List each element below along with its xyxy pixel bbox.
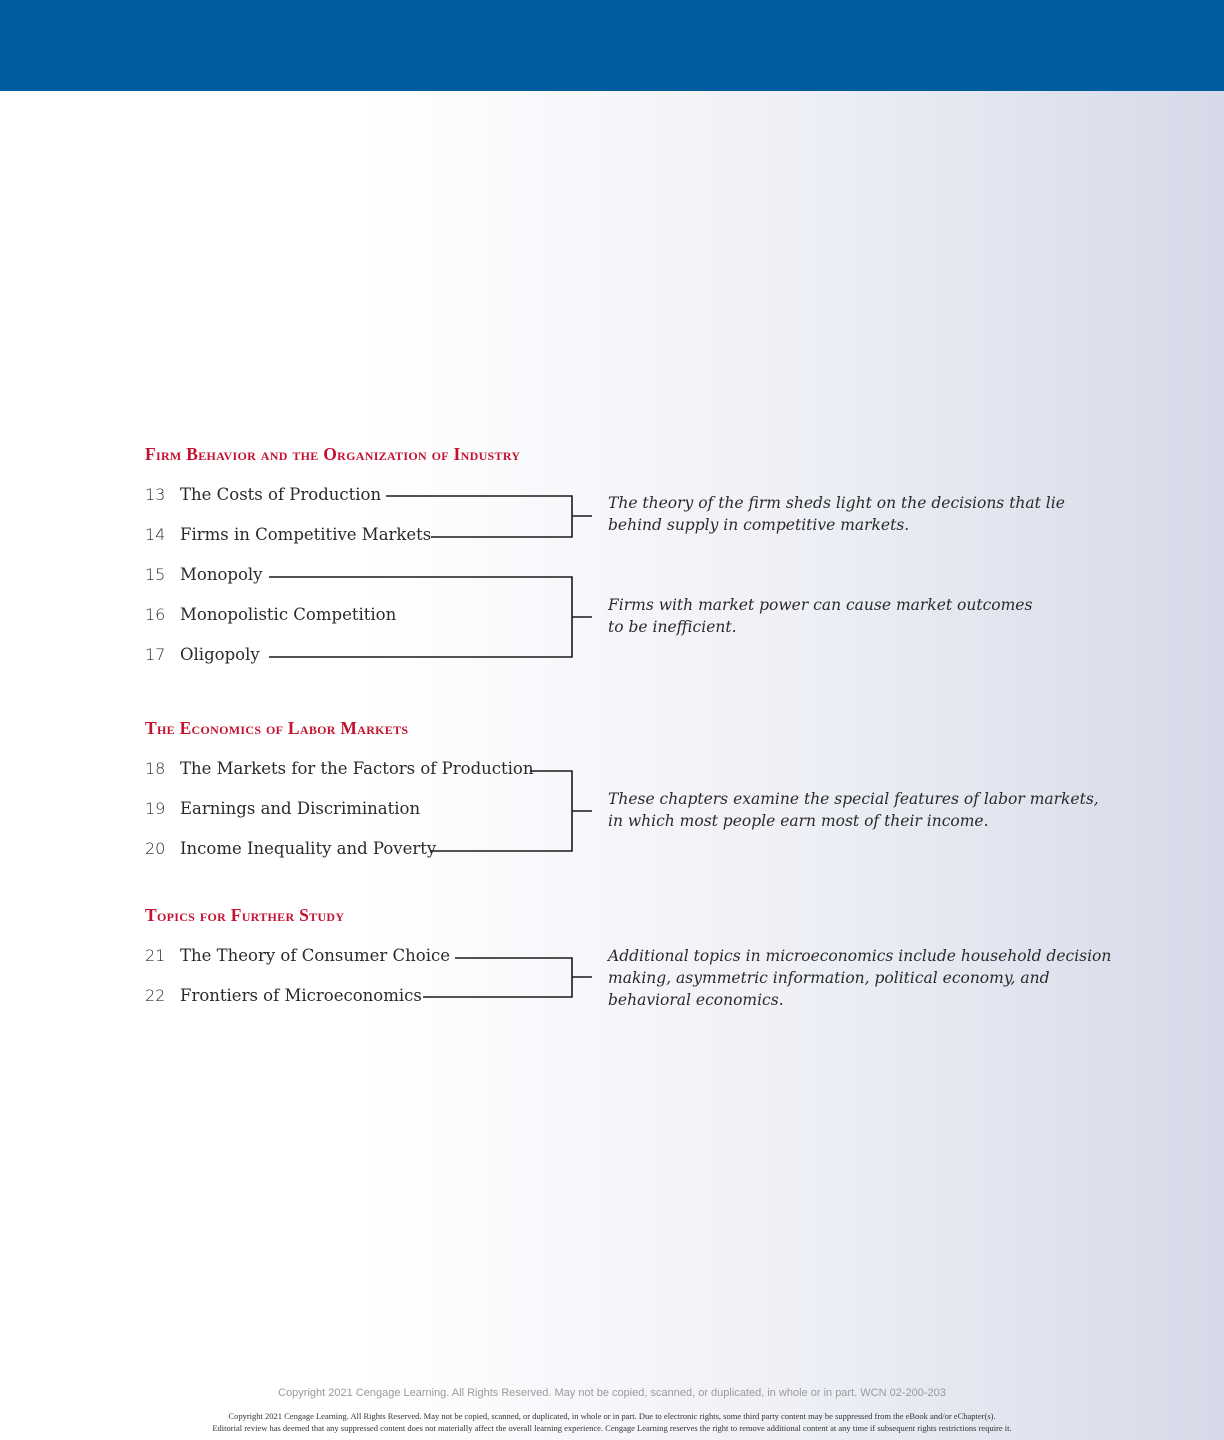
bracket-18-20 <box>431 771 592 851</box>
chapter-title: Income Inequality and Poverty <box>180 839 437 858</box>
bracket-13-14 <box>386 496 592 537</box>
copyright-line-1: Copyright 2021 Cengage Learning. All Rights Reserved. May not be copied, scanned, or duplicated, in whole or in part. Due to electronic rights, some third party content may be suppressed from the eBook and/or eChapter(s). <box>228 1411 996 1421</box>
chapter-title: Monopolistic Competition <box>180 605 397 624</box>
bracket-15-17 <box>269 577 592 657</box>
note-line: behind supply in competitive markets. <box>608 516 910 534</box>
section-title-further-study: Topics for Further Study <box>145 905 345 925</box>
chapter-title: Oligopoly <box>180 645 260 664</box>
copyright-line-2: Editorial review has deemed that any suppressed content does not materially affect the overall learning experience. Cengage Learning reserves the right to remove additional content at any time if subsequent rights restrictions require it. <box>212 1423 1012 1433</box>
note-line: Additional topics in microeconomics include household decision <box>608 947 1112 965</box>
note-line: to be inefficient. <box>608 618 737 636</box>
chapter-number: 19 <box>145 799 166 818</box>
note-line: These chapters examine the special features of labor markets, <box>608 790 1099 808</box>
chapter-title: Firms in Competitive Markets <box>180 525 432 544</box>
section-title-labor-markets: The Economics of Labor Markets <box>145 718 409 738</box>
copyright-watermark: Copyright 2021 Cengage Learning. All Rights Reserved. May not be copied, scanned, or duplicated, in whole or in part. WCN 02-200-203 <box>278 1387 946 1399</box>
section-title-firm-behavior: Firm Behavior and the Organization of Industry <box>145 444 521 464</box>
bracket-21-22 <box>423 958 592 997</box>
note-line: behavioral economics. <box>608 991 784 1009</box>
chapter-title: Frontiers of Microeconomics <box>180 986 422 1005</box>
note-line: making, asymmetric information, political economy, and <box>608 969 1050 987</box>
chapter-number: 20 <box>145 839 166 858</box>
note-line: The theory of the firm sheds light on the decisions that lie <box>608 494 1065 512</box>
chapter-title: The Markets for the Factors of Production <box>180 759 534 778</box>
chapter-number: 15 <box>145 565 166 584</box>
chapter-title: Earnings and Discrimination <box>180 799 421 818</box>
chapter-number: 13 <box>145 485 166 504</box>
note-line: in which most people earn most of their income. <box>608 812 989 830</box>
chapter-title: The Costs of Production <box>180 485 382 504</box>
chapter-number: 17 <box>145 645 166 664</box>
chapter-title: Monopoly <box>180 565 263 584</box>
chapter-number: 21 <box>145 946 166 965</box>
chapter-number: 14 <box>145 525 166 544</box>
chapter-number: 22 <box>145 986 166 1005</box>
note-line: Firms with market power can cause market outcomes <box>608 596 1033 614</box>
chapter-title: The Theory of Consumer Choice <box>180 946 451 965</box>
chapter-number: 16 <box>145 605 166 624</box>
chapter-number: 18 <box>145 759 166 778</box>
